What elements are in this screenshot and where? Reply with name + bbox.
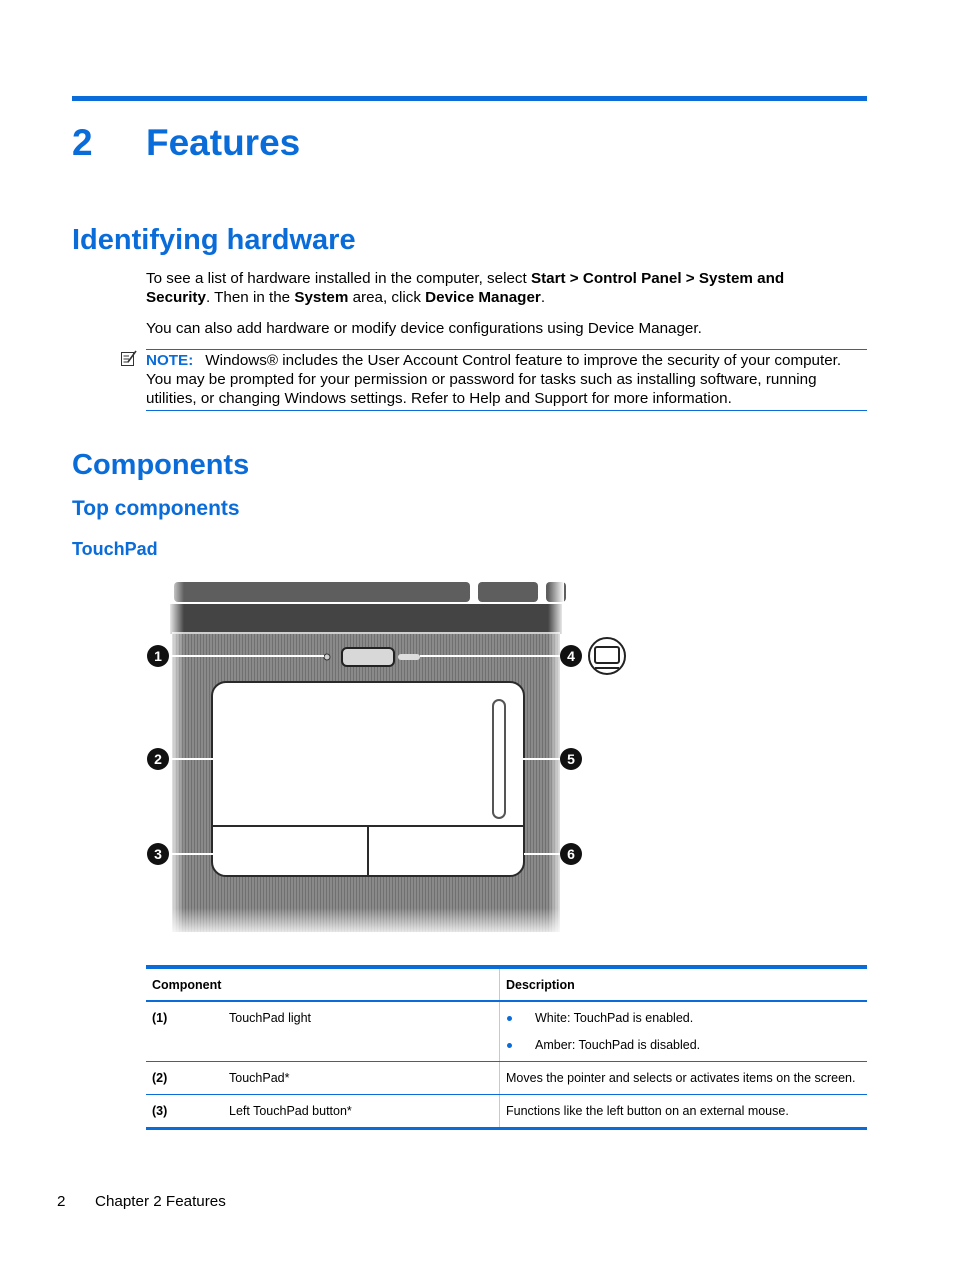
page-number: 2 <box>57 1193 66 1210</box>
row-number: (2) <box>146 1062 223 1095</box>
touchpad-icon <box>589 638 625 674</box>
footer-chapter: Chapter 2 Features <box>95 1193 226 1210</box>
paragraph-add-hardware: You can also add hardware or modify device configurations using Device Manager. <box>146 320 702 337</box>
fade-bottom <box>170 908 564 938</box>
row-component: TouchPad* <box>223 1062 500 1095</box>
callout-number: 6 <box>567 846 575 862</box>
chapter-number: 2 <box>72 122 93 163</box>
row-description: Functions like the left button on an external mouse. <box>500 1095 868 1129</box>
bold-run: Device Manager <box>425 289 541 306</box>
row-component: Left TouchPad button* <box>223 1095 500 1129</box>
callout-number: 3 <box>154 846 162 862</box>
header-component: Component <box>146 967 500 1001</box>
callout-number: 5 <box>567 751 575 767</box>
section-heading-identifying: Identifying hardware <box>72 224 356 256</box>
touchpad-onoff-button <box>342 648 394 666</box>
touchpad-light <box>324 654 330 660</box>
chapter-name: Features <box>146 122 301 163</box>
table-header-row <box>146 967 867 1001</box>
text-run: area, click <box>348 289 426 306</box>
paragraph-device-manager <box>146 269 846 307</box>
header-description: Description <box>500 967 868 1001</box>
row-description: Moves the pointer and selects or activates items on the screen. <box>500 1062 868 1095</box>
callout-number: 1 <box>154 648 162 664</box>
row-component: TouchPad light <box>223 1001 500 1062</box>
bullet-item: White: TouchPad is enabled. <box>506 1010 861 1026</box>
page-footer <box>57 1193 226 1210</box>
row-description <box>500 1001 868 1062</box>
table-row <box>146 1062 867 1095</box>
keyboard-key <box>478 582 538 602</box>
note-text: Windows® includes the User Account Control feature to improve the security of your computer. You may be prompted for your permission or password for tasks such as installing software, running utilities, or changing Windows settings. Refer to Help and Support for more information. <box>146 352 842 407</box>
text-run: To see a list of hardware installed in the computer, select <box>146 270 531 287</box>
scroll-zone <box>493 700 505 818</box>
subsection-heading-top-components: Top components <box>72 497 240 520</box>
callout-badge-1 <box>147 645 169 667</box>
touchpad-figure <box>140 578 640 938</box>
subsubsection-heading-touchpad: TouchPad <box>72 539 158 559</box>
callout-badge-3 <box>147 843 169 865</box>
table-row <box>146 1095 867 1129</box>
table-row <box>146 1001 867 1062</box>
palm-rest-edge <box>172 632 560 634</box>
chapter-title <box>72 122 300 164</box>
bullet-item: Amber: TouchPad is disabled. <box>506 1037 861 1053</box>
note-label: NOTE: <box>146 352 194 369</box>
row-number: (3) <box>146 1095 223 1129</box>
callout-badge-6 <box>560 843 582 865</box>
text-run: . <box>540 289 546 306</box>
keyboard-deck <box>170 604 562 634</box>
callout-badge-2 <box>147 748 169 770</box>
keyboard-key <box>174 582 470 602</box>
bold-run: Start > Control Panel > System and Security <box>146 270 785 306</box>
callout-number: 2 <box>154 751 162 767</box>
callout-number: 4 <box>567 648 575 664</box>
section-heading-components: Components <box>72 449 250 481</box>
touchpad-indicator <box>398 654 420 660</box>
callout-badge-4 <box>560 645 582 667</box>
note-box <box>146 349 867 411</box>
note-icon <box>120 350 138 368</box>
text-run: . Then in the <box>205 289 295 306</box>
chapter-rule <box>72 96 867 101</box>
components-table <box>146 965 867 1130</box>
callout-badge-5 <box>560 748 582 770</box>
row-number: (1) <box>146 1001 223 1062</box>
bold-run: System <box>294 289 349 306</box>
